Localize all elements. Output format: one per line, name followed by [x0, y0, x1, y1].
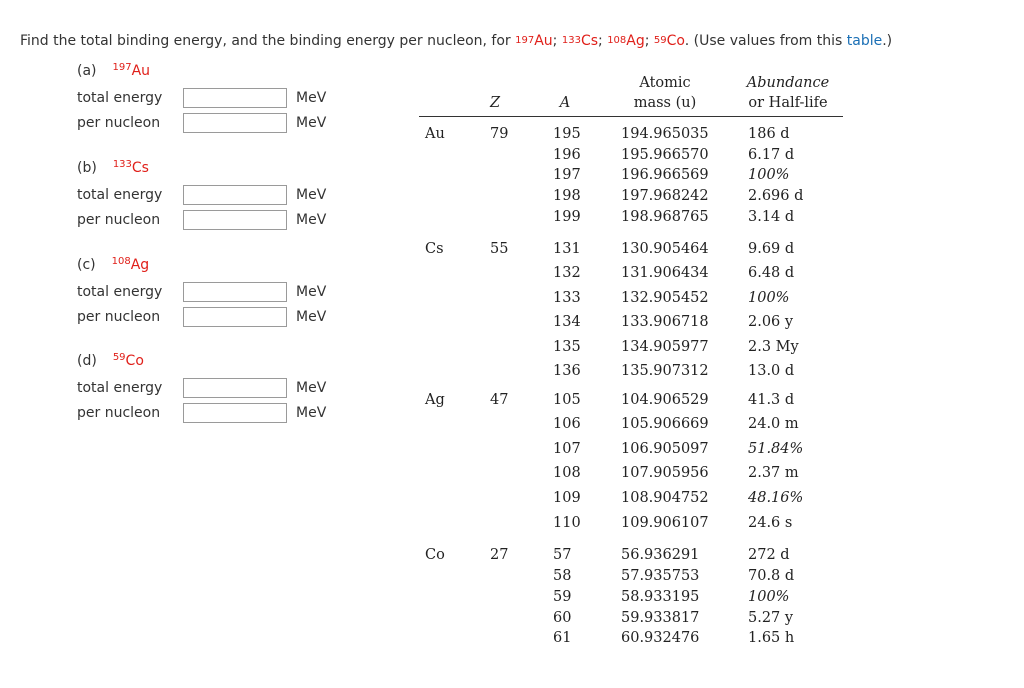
- part-c-per-input[interactable]: [183, 307, 287, 327]
- part-a-per-unit: MeV: [296, 115, 327, 131]
- part-b-per-unit: MeV: [296, 212, 327, 228]
- atomic-mass: 60.932476: [621, 630, 700, 646]
- mass-number: 57: [553, 547, 572, 563]
- mass-number: 109: [553, 490, 581, 506]
- abundance-or-half-life: 5.27 y: [748, 610, 794, 626]
- part-b-total-unit: MeV: [296, 187, 327, 203]
- part-a-total-unit: MeV: [296, 90, 327, 106]
- mass-number: 199: [553, 209, 581, 225]
- part-a-total-input[interactable]: [183, 88, 287, 108]
- atomic-mass: 107.905956: [621, 465, 709, 481]
- atomic-mass: 58.933195: [621, 589, 700, 605]
- nuclide-cs: $^{133}$Cs: [561, 33, 599, 49]
- part-a-heading: (a) $^{197}$Au: [77, 62, 151, 79]
- abundance-or-half-life: 48.16%: [748, 490, 804, 506]
- mass-number: 197: [553, 167, 581, 183]
- mass-number: 58: [553, 568, 572, 584]
- part-d-per-unit: MeV: [296, 405, 327, 421]
- part-b-heading: (b) $^{133}$Cs: [77, 159, 149, 176]
- part-b-total-input[interactable]: [183, 185, 287, 205]
- part-b-per-label: per nucleon: [77, 212, 161, 228]
- abundance-or-half-life: 2.06 y: [748, 314, 794, 330]
- mass-number: 107: [553, 441, 581, 457]
- abundance-or-half-life: 6.48 d: [748, 265, 795, 281]
- mass-number: 131: [553, 241, 581, 257]
- part-a-total-label: total energy: [77, 90, 163, 106]
- mass-number: 61: [553, 630, 572, 646]
- header-abundance-line2: or Half-life: [748, 95, 828, 111]
- part-c-total-unit: MeV: [296, 284, 327, 300]
- atomic-mass: 132.905452: [621, 290, 709, 306]
- element-symbol: Cs: [425, 241, 444, 257]
- abundance-or-half-life: 100%: [748, 290, 790, 306]
- nuclide-au: $^{197}$Au: [515, 33, 553, 49]
- part-c-total-input[interactable]: [183, 282, 287, 302]
- abundance-or-half-life: 6.17 d: [748, 147, 795, 163]
- question-text: Find the total binding energy, and the binding energy per nucleon, for $^{197}$Au; $^{133}$Cs; $^{108}$Ag; $^{59}$Co. (Use values from this table.): [20, 33, 893, 49]
- part-a-per-label: per nucleon: [77, 115, 161, 131]
- table-link[interactable]: table: [846, 33, 883, 49]
- atomic-mass: 59.933817: [621, 610, 700, 626]
- mass-number: 195: [553, 126, 581, 142]
- atomic-number: 79: [490, 126, 509, 142]
- part-d-nuclide: $^{59}$Co: [112, 352, 144, 369]
- mass-number: 105: [553, 392, 581, 408]
- atomic-mass: 194.965035: [621, 126, 709, 142]
- abundance-or-half-life: 24.6 s: [748, 515, 793, 531]
- nuclide-ag: $^{108}$Ag: [607, 33, 645, 49]
- mass-number: 198: [553, 188, 581, 204]
- element-symbol: Co: [425, 547, 445, 563]
- mass-number: 133: [553, 290, 581, 306]
- abundance-or-half-life: 1.65 h: [748, 630, 795, 646]
- header-z: Z: [489, 95, 501, 111]
- atomic-mass: 56.936291: [621, 547, 700, 563]
- part-c-nuclide: $^{108}$Ag: [111, 256, 150, 273]
- atomic-mass: 195.966570: [621, 147, 709, 163]
- part-d-total-label: total energy: [77, 380, 163, 396]
- atomic-mass: 130.905464: [621, 241, 709, 257]
- atomic-mass: 109.906107: [621, 515, 709, 531]
- atomic-mass: 106.905097: [621, 441, 709, 457]
- element-symbol: Au: [425, 126, 445, 142]
- atomic-mass: 108.904752: [621, 490, 709, 506]
- atomic-mass: 104.906529: [621, 392, 709, 408]
- part-d-total-unit: MeV: [296, 380, 327, 396]
- atomic-number: 55: [490, 241, 509, 257]
- question-use-text: (Use values from this: [693, 33, 843, 49]
- atomic-mass: 196.966569: [621, 167, 709, 183]
- atomic-number: 27: [490, 547, 509, 563]
- nuclide-co: $^{59}$Co: [653, 33, 685, 49]
- atomic-mass: 135.907312: [621, 363, 709, 379]
- header-rule: [419, 116, 843, 117]
- element-symbol: Ag: [425, 392, 445, 408]
- part-c-per-label: per nucleon: [77, 309, 161, 325]
- abundance-or-half-life: 2.37 m: [748, 465, 799, 481]
- abundance-or-half-life: 24.0 m: [748, 416, 799, 432]
- part-d-per-label: per nucleon: [77, 405, 161, 421]
- mass-number: 136: [553, 363, 581, 379]
- atomic-mass: 134.905977: [621, 339, 709, 355]
- abundance-or-half-life: 100%: [748, 589, 790, 605]
- part-b-per-input[interactable]: [183, 210, 287, 230]
- part-b-nuclide: $^{133}$Cs: [112, 159, 149, 176]
- abundance-or-half-life: 9.69 d: [748, 241, 795, 257]
- abundance-or-half-life: 100%: [748, 167, 790, 183]
- atomic-mass: 197.968242: [621, 188, 709, 204]
- header-mass-line2: mass (u): [633, 95, 697, 111]
- mass-number: 60: [553, 610, 572, 626]
- mass-number: 106: [553, 416, 581, 432]
- atomic-mass: 133.906718: [621, 314, 709, 330]
- atomic-number: 47: [490, 392, 509, 408]
- mass-number: 110: [553, 515, 581, 531]
- part-c-heading: (c) $^{108}$Ag: [77, 256, 150, 273]
- header-abundance-line1: Abundance: [746, 75, 830, 91]
- atomic-mass: 198.968765: [621, 209, 709, 225]
- part-d-heading: (d) $^{59}$Co: [77, 352, 144, 369]
- part-d-per-input[interactable]: [183, 403, 287, 423]
- abundance-or-half-life: 51.84%: [748, 441, 804, 457]
- part-c-per-unit: MeV: [296, 309, 327, 325]
- header-mass-line1: Atomic: [639, 75, 691, 91]
- mass-number: 196: [553, 147, 581, 163]
- mass-number: 132: [553, 265, 581, 281]
- part-d-total-input[interactable]: [183, 378, 287, 398]
- question-prefix: Find the total binding energy, and the binding energy per nucleon, for: [20, 33, 511, 49]
- mass-number: 108: [553, 465, 581, 481]
- mass-number: 59: [553, 589, 572, 605]
- abundance-or-half-life: 272 d: [748, 547, 790, 563]
- atomic-mass: 105.906669: [621, 416, 709, 432]
- abundance-or-half-life: 186 d: [748, 126, 790, 142]
- part-a-per-input[interactable]: [183, 113, 287, 133]
- mass-number: 135: [553, 339, 581, 355]
- abundance-or-half-life: 2.3 My: [748, 339, 799, 355]
- atomic-mass: 131.906434: [621, 265, 709, 281]
- header-a: A: [559, 95, 571, 111]
- part-c-total-label: total energy: [77, 284, 163, 300]
- part-b-total-label: total energy: [77, 187, 163, 203]
- abundance-or-half-life: 3.14 d: [748, 209, 795, 225]
- abundance-or-half-life: 13.0 d: [748, 363, 795, 379]
- abundance-or-half-life: 2.696 d: [748, 188, 804, 204]
- part-a-nuclide: $^{197}$Au: [112, 62, 151, 79]
- abundance-or-half-life: 70.8 d: [748, 568, 795, 584]
- atomic-mass: 57.935753: [621, 568, 700, 584]
- abundance-or-half-life: 41.3 d: [748, 392, 795, 408]
- mass-number: 134: [553, 314, 581, 330]
